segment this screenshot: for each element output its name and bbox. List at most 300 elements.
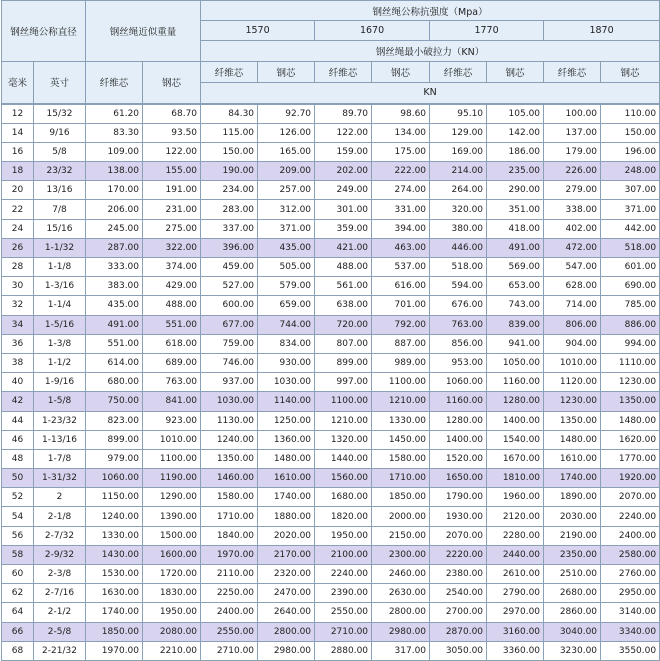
table-row (2, 603, 660, 622)
strength-header: 钢丝绳公称抗强度（Mpa） (201, 1, 660, 21)
table-cell: 1460.00 (201, 469, 258, 488)
table-cell: 2320.00 (258, 565, 315, 584)
table-cell: 105.00 (487, 104, 544, 124)
table-cell: 257.00 (258, 181, 315, 200)
table-cell: 2100.00 (315, 545, 372, 564)
table-row (2, 641, 660, 660)
grade-1570: 1570 (201, 21, 315, 41)
table-cell: 714.00 (544, 296, 601, 315)
table-cell: 806.00 (544, 315, 601, 334)
table-cell: 84.30 (201, 104, 258, 124)
table-cell: 701.00 (372, 296, 430, 315)
table-cell: 83.30 (86, 123, 143, 142)
table-row (2, 142, 660, 161)
table-cell: 1030.00 (258, 373, 315, 392)
table-cell: 1970.00 (201, 545, 258, 564)
table-cell: 614.00 (86, 353, 143, 372)
table-cell: 62 (2, 584, 34, 603)
table-cell: 2 (34, 488, 86, 507)
table-cell: 2800.00 (372, 603, 430, 622)
table-cell: 2-3/8 (34, 565, 86, 584)
table-cell: 1-1/4 (34, 296, 86, 315)
table-cell: 1920.00 (601, 469, 660, 488)
table-cell: 1710.00 (201, 507, 258, 526)
table-cell: 15/16 (34, 219, 86, 238)
table-cell: 186.00 (487, 142, 544, 161)
table-cell: 3360.00 (487, 641, 544, 660)
table-cell: 1400.00 (487, 411, 544, 430)
table-cell: 1530.00 (86, 565, 143, 584)
table-cell: 1480.00 (258, 449, 315, 468)
wire-rope-spec-table (1, 0, 660, 661)
grade-1770: 1770 (430, 21, 544, 41)
table-cell: 23/32 (34, 162, 86, 181)
table-cell: 446.00 (430, 238, 487, 257)
table-cell: 1970.00 (86, 641, 143, 660)
table-cell: 1-3/8 (34, 334, 86, 353)
table-cell: 1-1/2 (34, 353, 86, 372)
weight-steel-core-header: 钢芯 (143, 62, 201, 104)
table-cell: 442.00 (601, 219, 660, 238)
table-cell: 551.00 (143, 315, 201, 334)
table-cell: 333.00 (86, 258, 143, 277)
table-cell: 997.00 (315, 373, 372, 392)
weight-header: 钢丝绳近似重量 (86, 1, 201, 62)
table-cell: 179.00 (544, 142, 601, 161)
table-cell: 1240.00 (201, 430, 258, 449)
table-cell: 1-5/16 (34, 315, 86, 334)
table-cell: 98.60 (372, 104, 430, 124)
table-cell: 1100.00 (315, 392, 372, 411)
table-cell: 34 (2, 315, 34, 334)
table-cell: 32 (2, 296, 34, 315)
table-cell: 209.00 (258, 162, 315, 181)
table-cell: 283.00 (201, 200, 258, 219)
table-cell: 1290.00 (143, 488, 201, 507)
table-row (2, 488, 660, 507)
table-cell: 122.00 (143, 142, 201, 161)
table-cell: 100.00 (544, 104, 601, 124)
table-cell: 264.00 (430, 181, 487, 200)
table-cell: 20 (2, 181, 34, 200)
table-cell: 785.00 (601, 296, 660, 315)
table-cell: 1-7/8 (34, 449, 86, 468)
table-cell: 1840.00 (201, 526, 258, 545)
table-cell: 1830.00 (143, 584, 201, 603)
table-cell: 743.00 (487, 296, 544, 315)
table-cell: 1210.00 (315, 411, 372, 430)
table-cell: 2280.00 (487, 526, 544, 545)
table-cell: 807.00 (315, 334, 372, 353)
table-cell: 92.70 (258, 104, 315, 124)
table-cell: 190.00 (201, 162, 258, 181)
table-cell: 1-31/32 (34, 469, 86, 488)
table-cell: 126.00 (258, 123, 315, 142)
table-cell: 2-5/8 (34, 622, 86, 641)
table-cell: 930.00 (258, 353, 315, 372)
table-cell: 653.00 (487, 277, 544, 296)
table-row (2, 200, 660, 219)
table-cell: 1810.00 (487, 469, 544, 488)
table-cell: 191.00 (143, 181, 201, 200)
table-cell: 206.00 (86, 200, 143, 219)
table-cell: 2190.00 (544, 526, 601, 545)
table-cell: 1050.00 (487, 353, 544, 372)
table-cell: 2760.00 (601, 565, 660, 584)
table-cell: 48 (2, 449, 34, 468)
table-cell: 150.00 (201, 142, 258, 161)
table-header (2, 1, 660, 104)
table-cell: 2030.00 (544, 507, 601, 526)
table-cell: 2550.00 (201, 622, 258, 641)
table-cell: 472.00 (544, 238, 601, 257)
table-cell: 226.00 (544, 162, 601, 181)
steel-core-header-1870: 钢芯 (601, 62, 660, 83)
table-row (2, 565, 660, 584)
table-cell: 676.00 (430, 296, 487, 315)
table-cell: 744.00 (258, 315, 315, 334)
table-cell: 2-7/16 (34, 584, 86, 603)
table-cell: 115.00 (201, 123, 258, 142)
table-cell: 1-1/32 (34, 238, 86, 257)
table-cell: 1740.00 (86, 603, 143, 622)
table-cell: 2400.00 (201, 603, 258, 622)
table-row (2, 507, 660, 526)
table-cell: 2400.00 (601, 526, 660, 545)
table-cell: 1540.00 (487, 430, 544, 449)
table-cell: 2870.00 (430, 622, 487, 641)
table-cell: 2800.00 (258, 622, 315, 641)
table-cell: 720.00 (315, 315, 372, 334)
table-cell: 429.00 (143, 277, 201, 296)
table-cell: 396.00 (201, 238, 258, 257)
table-cell: 746.00 (201, 353, 258, 372)
table-cell: 1430.00 (86, 545, 143, 564)
table-cell: 1740.00 (544, 469, 601, 488)
table-cell: 312.00 (258, 200, 315, 219)
table-cell: 1610.00 (544, 449, 601, 468)
table-cell: 1680.00 (315, 488, 372, 507)
table-cell: 551.00 (86, 334, 143, 353)
table-cell: 1230.00 (601, 373, 660, 392)
fiber-core-header-1870: 纤维芯 (544, 62, 601, 83)
table-row (2, 219, 660, 238)
table-cell: 569.00 (487, 258, 544, 277)
table-cell: 1520.00 (430, 449, 487, 468)
table-cell: 1560.00 (315, 469, 372, 488)
table-cell: 2150.00 (372, 526, 430, 545)
table-cell: 196.00 (601, 142, 660, 161)
table-cell: 518.00 (430, 258, 487, 277)
table-cell: 2-7/32 (34, 526, 86, 545)
table-cell: 677.00 (201, 315, 258, 334)
table-cell: 338.00 (544, 200, 601, 219)
table-body (2, 104, 660, 661)
table-cell: 1770.00 (601, 449, 660, 468)
table-cell: 249.00 (315, 181, 372, 200)
table-cell: 887.00 (372, 334, 430, 353)
table-cell: 3160.00 (487, 622, 544, 641)
table-cell: 763.00 (143, 373, 201, 392)
table-row (2, 622, 660, 641)
table-cell: 234.00 (201, 181, 258, 200)
table-cell: 421.00 (315, 238, 372, 257)
table-cell: 2250.00 (201, 584, 258, 603)
table-row (2, 277, 660, 296)
table-cell: 601.00 (601, 258, 660, 277)
table-cell: 1610.00 (258, 469, 315, 488)
table-cell: 301.00 (315, 200, 372, 219)
table-cell: 1350.00 (601, 392, 660, 411)
table-cell: 3340.00 (601, 622, 660, 641)
table-cell: 159.00 (315, 142, 372, 161)
table-row (2, 584, 660, 603)
table-row (2, 296, 660, 315)
table-cell: 129.00 (430, 123, 487, 142)
table-cell: 169.00 (430, 142, 487, 161)
table-cell: 1010.00 (544, 353, 601, 372)
table-cell: 1710.00 (372, 469, 430, 488)
table-cell: 1450.00 (372, 430, 430, 449)
table-cell: 322.00 (143, 238, 201, 257)
table-row (2, 334, 660, 353)
table-cell: 1160.00 (430, 392, 487, 411)
table-cell: 1250.00 (258, 411, 315, 430)
table-cell: 1740.00 (258, 488, 315, 507)
table-cell: 28 (2, 258, 34, 277)
grade-1870: 1870 (544, 21, 660, 41)
table-cell: 1820.00 (315, 507, 372, 526)
table-cell: 505.00 (258, 258, 315, 277)
table-cell: 953.00 (430, 353, 487, 372)
table-cell: 1350.00 (544, 411, 601, 430)
table-cell: 1-1/8 (34, 258, 86, 277)
table-cell: 7/8 (34, 200, 86, 219)
table-cell: 14 (2, 123, 34, 142)
table-cell: 1280.00 (487, 392, 544, 411)
table-cell: 2790.00 (487, 584, 544, 603)
table-cell: 275.00 (143, 219, 201, 238)
table-cell: 2240.00 (601, 507, 660, 526)
table-cell: 2950.00 (601, 584, 660, 603)
table-cell: 886.00 (601, 315, 660, 334)
table-cell: 16 (2, 142, 34, 161)
table-cell: 18 (2, 162, 34, 181)
table-cell: 2380.00 (430, 565, 487, 584)
table-cell: 1670.00 (487, 449, 544, 468)
table-cell: 1230.00 (544, 392, 601, 411)
table-cell: 527.00 (201, 277, 258, 296)
table-cell: 61.20 (86, 104, 143, 124)
table-cell: 435.00 (86, 296, 143, 315)
table-row (2, 526, 660, 545)
table-cell: 2700.00 (430, 603, 487, 622)
table-cell: 359.00 (315, 219, 372, 238)
table-cell: 1360.00 (258, 430, 315, 449)
table-cell: 165.00 (258, 142, 315, 161)
table-cell: 1720.00 (143, 565, 201, 584)
table-cell: 110.00 (601, 104, 660, 124)
table-cell: 1140.00 (258, 392, 315, 411)
table-cell: 628.00 (544, 277, 601, 296)
table-cell: 109.00 (86, 142, 143, 161)
table-cell: 1-5/8 (34, 392, 86, 411)
table-cell: 235.00 (487, 162, 544, 181)
table-cell: 994.00 (601, 334, 660, 353)
table-cell: 351.00 (487, 200, 544, 219)
table-cell: 1350.00 (201, 449, 258, 468)
table-cell: 2000.00 (372, 507, 430, 526)
table-cell: 42 (2, 392, 34, 411)
table-row (2, 411, 660, 430)
table-cell: 371.00 (258, 219, 315, 238)
diameter-header: 钢丝绳公称直径 (2, 1, 86, 62)
table-cell: 2860.00 (544, 603, 601, 622)
table-cell: 46 (2, 430, 34, 449)
table-cell: 1500.00 (143, 526, 201, 545)
table-cell: 2710.00 (315, 622, 372, 641)
table-cell: 2070.00 (430, 526, 487, 545)
table-cell: 856.00 (430, 334, 487, 353)
table-cell: 56 (2, 526, 34, 545)
unit-inch-header: 英寸 (34, 62, 86, 104)
table-cell: 3550.00 (601, 641, 660, 660)
table-row (2, 238, 660, 257)
table-cell: 331.00 (372, 200, 430, 219)
table-cell: 287.00 (86, 238, 143, 257)
steel-core-header-1670: 钢芯 (372, 62, 430, 83)
table-cell: 618.00 (143, 334, 201, 353)
table-cell: 44 (2, 411, 34, 430)
table-cell: 547.00 (544, 258, 601, 277)
table-cell: 1390.00 (143, 507, 201, 526)
table-cell: 30 (2, 277, 34, 296)
table-cell: 1580.00 (372, 449, 430, 468)
table-cell: 1160.00 (487, 373, 544, 392)
table-cell: 371.00 (601, 200, 660, 219)
table-cell: 2-21/32 (34, 641, 86, 660)
weight-fiber-core-header: 纤维芯 (86, 62, 143, 104)
table-cell: 488.00 (315, 258, 372, 277)
table-cell: 491.00 (487, 238, 544, 257)
table-cell: 1100.00 (143, 449, 201, 468)
table-cell: 95.10 (430, 104, 487, 124)
table-cell: 689.00 (143, 353, 201, 372)
table-cell: 2120.00 (487, 507, 544, 526)
table-cell: 2110.00 (201, 565, 258, 584)
table-cell: 750.00 (86, 392, 143, 411)
table-cell: 1330.00 (372, 411, 430, 430)
table-cell: 941.00 (487, 334, 544, 353)
table-cell: 1600.00 (143, 545, 201, 564)
table-cell: 418.00 (487, 219, 544, 238)
table-cell: 175.00 (372, 142, 430, 161)
table-cell: 2550.00 (315, 603, 372, 622)
steel-core-header-1570: 钢芯 (258, 62, 315, 83)
table-cell: 380.00 (430, 219, 487, 238)
table-cell: 150.00 (601, 123, 660, 142)
table-cell: 2-9/32 (34, 545, 86, 564)
table-cell: 1-23/32 (34, 411, 86, 430)
table-cell: 923.00 (143, 411, 201, 430)
table-cell: 1060.00 (430, 373, 487, 392)
table-cell: 52 (2, 488, 34, 507)
table-cell: 155.00 (143, 162, 201, 181)
table-cell: 1950.00 (315, 526, 372, 545)
table-cell: 3140.00 (601, 603, 660, 622)
table-cell: 1130.00 (201, 411, 258, 430)
table-cell: 1320.00 (315, 430, 372, 449)
table-cell: 2170.00 (258, 545, 315, 564)
table-row (2, 258, 660, 277)
table-row (2, 449, 660, 468)
table-cell: 1890.00 (544, 488, 601, 507)
table-cell: 2540.00 (430, 584, 487, 603)
table-cell: 1110.00 (601, 353, 660, 372)
table-cell: 1650.00 (430, 469, 487, 488)
unit-mm-header: 毫米 (2, 62, 34, 104)
table-cell: 337.00 (201, 219, 258, 238)
table-cell: 1400.00 (430, 430, 487, 449)
table-cell: 290.00 (487, 181, 544, 200)
table-cell: 274.00 (372, 181, 430, 200)
table-cell: 488.00 (143, 296, 201, 315)
table-cell: 2210.00 (143, 641, 201, 660)
table-cell: 459.00 (201, 258, 258, 277)
table-cell: 317.00 (372, 641, 430, 660)
table-cell: 3050.00 (430, 641, 487, 660)
table-cell: 491.00 (86, 315, 143, 334)
table-cell: 307.00 (601, 181, 660, 200)
table-cell: 2240.00 (315, 565, 372, 584)
table-cell: 54 (2, 507, 34, 526)
table-cell: 170.00 (86, 181, 143, 200)
table-row (2, 545, 660, 564)
table-cell: 138.00 (86, 162, 143, 181)
table-cell: 26 (2, 238, 34, 257)
table-cell: 1580.00 (201, 488, 258, 507)
table-cell: 2070.00 (601, 488, 660, 507)
table-cell: 68 (2, 641, 34, 660)
table-cell: 763.00 (430, 315, 487, 334)
table-row (2, 104, 660, 124)
table-cell: 1850.00 (86, 622, 143, 641)
table-cell: 2610.00 (487, 565, 544, 584)
table-cell: 1-9/16 (34, 373, 86, 392)
table-cell: 561.00 (315, 277, 372, 296)
fiber-core-header-1670: 纤维芯 (315, 62, 372, 83)
table-cell: 214.00 (430, 162, 487, 181)
table-cell: 13/16 (34, 181, 86, 200)
table-cell: 834.00 (258, 334, 315, 353)
table-cell: 137.00 (544, 123, 601, 142)
table-row (2, 392, 660, 411)
table-cell: 3230.00 (544, 641, 601, 660)
table-cell: 279.00 (544, 181, 601, 200)
table-cell: 1930.00 (430, 507, 487, 526)
table-cell: 1480.00 (601, 411, 660, 430)
table-cell: 2880.00 (315, 641, 372, 660)
fiber-core-header-1570: 纤维芯 (201, 62, 258, 83)
table-cell: 58 (2, 545, 34, 564)
table-cell: 38 (2, 353, 34, 372)
table-cell: 1210.00 (372, 392, 430, 411)
table-cell: 1030.00 (201, 392, 258, 411)
table-cell: 1100.00 (372, 373, 430, 392)
table-cell: 320.00 (430, 200, 487, 219)
table-cell: 1880.00 (258, 507, 315, 526)
steel-core-header-1770: 钢芯 (487, 62, 544, 83)
